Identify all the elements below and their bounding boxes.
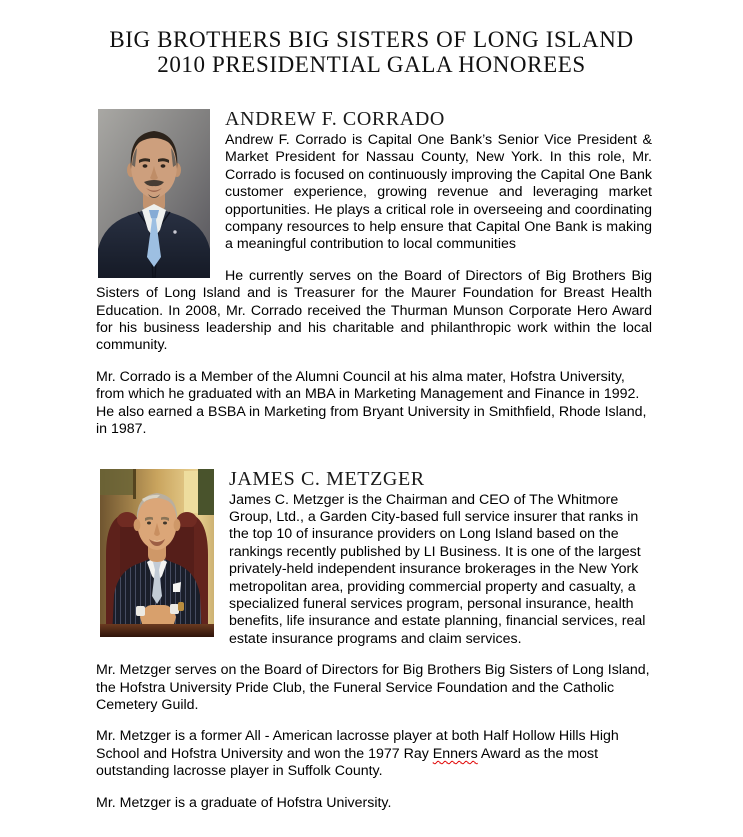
honoree-name-metzger: JAMES C. METZGER: [229, 467, 425, 490]
honoree-name-corrado: ANDREW F. CORRADO: [225, 108, 445, 130]
metzger-portrait-photo: [100, 469, 214, 637]
title-line-1: BIG BROTHERS BIG SISTERS OF LONG ISLAND: [109, 27, 634, 52]
title-line-2: 2010 PRESIDENTIAL GALA HONOREES: [157, 52, 586, 77]
page-title: [0, 0, 743, 77]
honoree-section-corrado: [96, 109, 652, 439]
corrado-education-paragraph: Mr. Corrado is a Member of the Alumni Council at his alma mater, Hofstra University, from which he graduated with an MBA in Marketing Management and Finance in 1992. He also earned a BSBA in Marketing from Bryant University in Smithfield, Rhode Island, in 1987.: [96, 368, 647, 438]
corrado-portrait-illustration: [98, 109, 210, 278]
metzger-lacrosse-paragraph: [96, 728, 652, 780]
metzger-intro-paragraph: James C. Metzger is the Chairman and CEO of The Whitmore Group, Ltd., a Garden City-based full service insurer that ranks in the top 10 of insurance providers on Long Island based on the rankings recently published by LI Business. It is one of the largest privately-held independent insurance brokerages in the New York metropolitan area, providing commercial property and casualty, a specialized funeral services program, personal insurance, health benefits, life insurance and estate planning, financial services, real estate insurance programs and claim services.: [229, 491, 646, 647]
honoree-section-metzger: [96, 469, 652, 813]
lacrosse-text-after: Award as the most outstanding lacrosse player in Suffolk County.: [96, 745, 599, 780]
metzger-graduate-paragraph: Mr. Metzger is a graduate of Hofstra University.: [96, 794, 392, 811]
lacrosse-text-before: Mr. Metzger is a former All - American lacrosse player at both Half Hollow Hills High School and Hofstra University and won the 1977 Ray: [96, 728, 619, 762]
metzger-board-paragraph: Mr. Metzger serves on the Board of Directors for Big Brothers Big Sisters of Long Island, the Hofstra University Pride Club, the Funeral Service Foundation and the Catholic Cemetery Guild.: [96, 662, 650, 713]
document-content: [0, 109, 743, 812]
corrado-board-paragraph: He currently serves on the Board of Directors of Big Brothers Big Sisters of Long Island and is Treasurer for the Maurer Foundation for Breast Health Education. In 2008, Mr. Corrado received the Thurman Munson Corporate Hero Award for his business leadership and his charitable and philanthropic work within the local community.: [96, 267, 652, 354]
corrado-portrait-photo: [98, 109, 210, 278]
misspelled-word-enners: Enners: [432, 745, 478, 762]
corrado-intro-paragraph: Andrew F. Corrado is Capital One Bank’s Senior Vice President & Market President for Nassau County, New York. In this role, Mr. Corrado is focused on continuously improving the Capital One Bank customer experience, growing revenue and leveraging market opportunities. He plays a critical role in overseeing and coordinating company resources to help ensure that Capital One Bank is making a meaningful contribution to local communities: [225, 132, 652, 253]
metzger-portrait-illustration: [100, 469, 214, 637]
